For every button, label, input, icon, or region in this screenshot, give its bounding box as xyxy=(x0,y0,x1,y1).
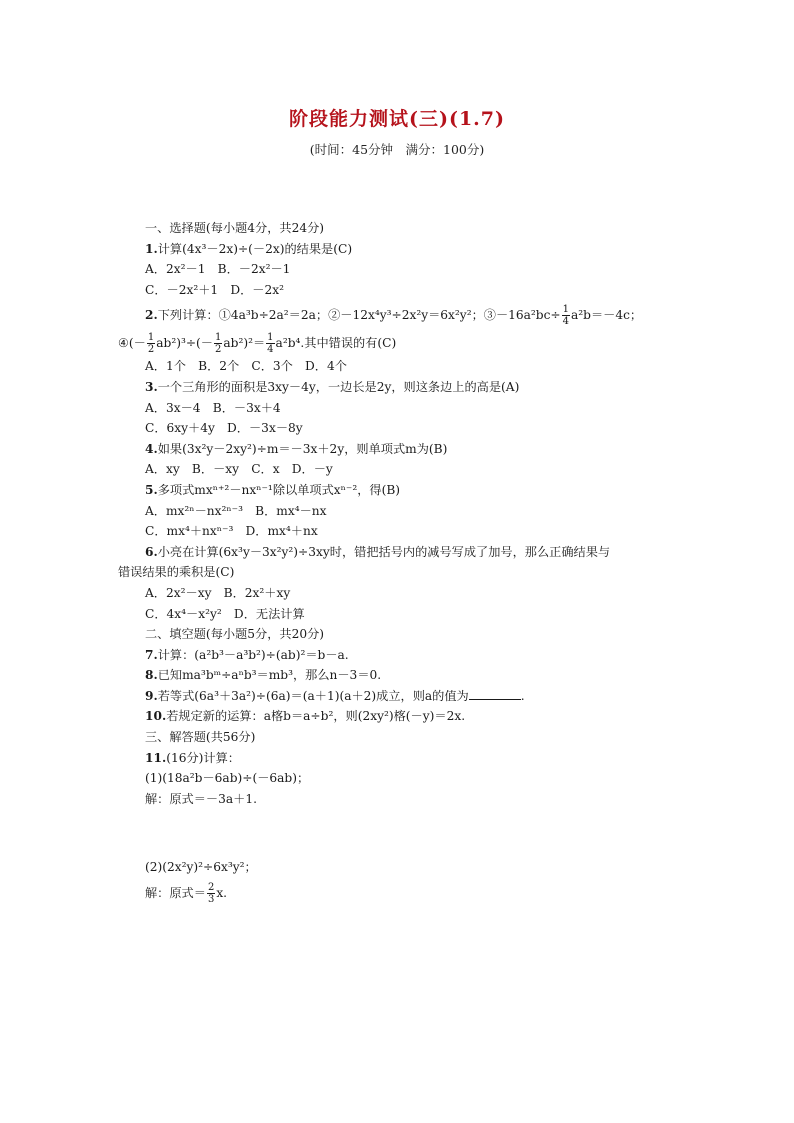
question-text: 已知ma³bᵐ÷aⁿb³＝mb³，那么n－3＝0. xyxy=(157,668,382,683)
question-3-stem xyxy=(118,377,688,398)
question-6-stem xyxy=(118,542,688,563)
question-number: 11. xyxy=(145,750,167,765)
question-3-options-ab: A．3x－4 B．－3x＋4 xyxy=(145,400,281,415)
fraction: $\frac{1}{4}$ xyxy=(562,304,570,328)
answer-blank[interactable] xyxy=(469,687,521,700)
fraction: $\frac{1}{2}$ xyxy=(147,332,155,356)
question-number: 1. xyxy=(145,241,158,256)
question-number: 10. xyxy=(145,709,167,724)
question-7 xyxy=(118,645,688,666)
fraction: $\frac{2}{3}$ xyxy=(207,882,215,906)
question-text: 小亮在计算(6x³y－3x²y²)÷3xy时，错把括号内的减号写成了加号，那么正确结果与 xyxy=(157,544,611,559)
page-title: 阶段能力测试(三)(1.7) xyxy=(288,108,505,130)
section-heading-choice: 一、选择题(每小题4分，共24分) xyxy=(145,221,325,235)
question-1-options-cd: C．－2x²＋1 D．－2x² xyxy=(145,282,285,297)
question-1-stem xyxy=(118,239,688,260)
question-11-stem xyxy=(118,748,688,769)
question-2-stem xyxy=(118,302,688,328)
question-6-options-cd: C．4x⁴－x²y² D．无法计算 xyxy=(145,606,305,621)
section-heading-solve: 三、解答题(共56分) xyxy=(145,730,256,745)
question-number: 6. xyxy=(145,544,158,559)
question-3-options-cd: C．6xy＋4y D．－3x－8y xyxy=(145,421,303,436)
question-8 xyxy=(118,665,688,686)
question-11-part-2: (2)(2x²y)²÷6x³y²； xyxy=(145,860,257,875)
section-heading-fill: 二、填空题(每小题5分，共20分) xyxy=(145,627,325,642)
page-subtitle: (时间：45分钟 满分：100分) xyxy=(309,142,485,157)
question-4-options: A．xy B．－xy C．x D．－y xyxy=(145,462,333,477)
question-9: 9.若等式(6a³＋3a²)÷(6a)＝(a＋1)(a＋2)成立，则a的值为 . xyxy=(145,688,525,703)
question-5-stem xyxy=(118,480,688,501)
question-text: 若等式(6a³＋3a²)÷(6a)＝(a＋1)(a＋2)成立，则a的值为 xyxy=(157,688,469,703)
question-4-stem xyxy=(118,439,688,460)
question-number: 5. xyxy=(145,482,158,497)
question-number: 2. xyxy=(145,308,158,323)
question-text: 下列计算：①4a³b÷2a²＝2a；②－12x⁴y³÷2x²y＝6x²y²；③－16a²bc÷ xyxy=(157,308,561,323)
question-text: (16分)计算： xyxy=(166,750,240,765)
question-2-continuation: ④(－ $\frac{1}{2}$ ab²)³÷(－ $\frac{1}{2}$ ab²)²＝ $\frac{1}{4}$ a²b⁴.其中错误的有(C) xyxy=(118,332,397,356)
question-text: 多项式mxⁿ⁺²－nxⁿ⁻¹除以单项式xⁿ⁻²，得(B) xyxy=(157,482,401,497)
fraction: $\frac{1}{4}$ xyxy=(267,332,274,356)
worksheet-content xyxy=(118,218,688,906)
question-number: 7. xyxy=(145,647,158,662)
question-6-options-ab: A．2x²－xy B．2x²＋xy xyxy=(145,585,291,600)
question-10 xyxy=(118,706,688,727)
question-11-answer-2: 解：原式＝ $\frac{2}{3}$ x. xyxy=(145,882,228,906)
question-11-part-1: (1)(18a²b－6ab)÷(－6ab)； xyxy=(145,771,310,786)
question-5-options-cd: C．mx⁴＋nxⁿ⁻³ D．mx⁴＋nx xyxy=(145,524,318,539)
question-text: 计算(4x³－2x)÷(－2x)的结果是(C) xyxy=(157,241,353,256)
question-text: a²b＝－4c； xyxy=(571,308,643,323)
question-number: 4. xyxy=(145,441,158,456)
question-number: 3. xyxy=(145,379,158,394)
question-6-continuation: 错误结果的乘积是(C) xyxy=(118,565,235,580)
fraction: $\frac{1}{2}$ xyxy=(215,332,222,356)
question-number: 9. xyxy=(145,688,158,703)
question-number: 8. xyxy=(145,668,158,683)
question-11-answer-1: 解：原式＝－3a＋1. xyxy=(145,791,257,806)
question-text: 如果(3x²y－2xy²)÷m＝－3x＋2y，则单项式m为(B) xyxy=(157,441,448,456)
question-text: 计算：(a²b³－a³b²)÷(ab)²＝b－a. xyxy=(157,647,349,662)
question-text: 一个三角形的面积是3xy－4y，一边长是2y，则这条边上的高是(A) xyxy=(157,379,520,394)
question-2-options: A．1个 B．2个 C．3个 D．4个 xyxy=(145,359,347,374)
question-1-options-ab: A．2x²－1 B．－2x²－1 xyxy=(145,262,291,277)
question-text: 若规定新的运算：a楁b＝a÷b²，则(2xy²)楁(－y)＝2x. xyxy=(166,709,466,724)
question-5-options-ab: A．mx²ⁿ－nx²ⁿ⁻³ B．mx⁴－nx xyxy=(145,503,327,518)
